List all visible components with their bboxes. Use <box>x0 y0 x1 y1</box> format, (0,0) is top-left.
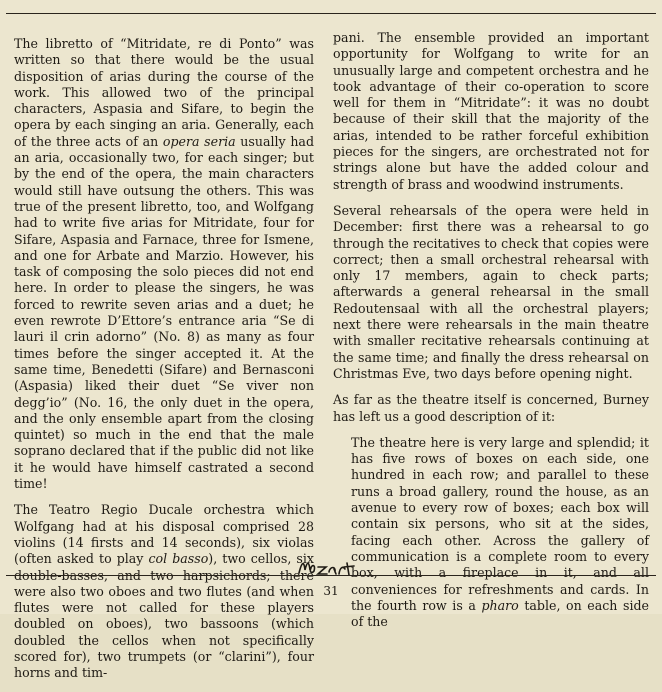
paragraph-rehearsals: Several rehearsals of the opera were held in December: first there was a rehearsal to go through the recitatives to check that copies were correct; then a small orchestral rehearsal with only 17 members, again to check parts; afterwards a general rehearsal in the small Redoutensaal with all the orchestral players; next there were rehearsals in the main theatre with smaller recitative rehearsals continuing at the same time; and finally the dress rehearsal on Christmas Eve, two days before opening night. <box>333 202 649 381</box>
paragraph-libretto <box>14 36 314 492</box>
text-run: usually had an aria, occasionally two, for each singer; but by the end of the opera, the main characters would still have outsung the others. This was true of the present libretto, too, and Wolfgang had to write five arias for Mitridate, four for Sifare, Aspasia and Farnace, three for Ismene, and one for Arbate and Marzio. However, his task of composing the solo pieces did not end here. In order to please the singers, he was forced to rewrite seven arias and a duet; he even rewrote D’Ettore’s entrance aria “Se di lauri il crin adorno” (No. 8) as many as four times before the singer accepted it. At the same time, Benedetti (Sifare) and Bernasconi (Aspasia) liked their duet “Se viver non degg’io” (No. 16, the only duet in the opera, and the only ensemble apart from the closing quintet) so much in the end that the male soprano declared that if the public did not like it he would have himself castrated a second time! <box>14 133 315 492</box>
italic-term: pharo <box>481 597 519 613</box>
paragraph-ensemble: pani. The ensemble provided an important opportunity for Wolfgang to write for an unusually large and competent orchestra and he took advantage of their co-operation to score well for them in “Mitridate”: it was no doubt because of their skill that the majority of the arias, intended to be rather forceful exhibition pieces for the singers, are orchestrated not for strings alone but have the added colour and strength of brass and woodwind instruments. <box>333 30 649 192</box>
paragraph-theatre: As far as the theatre itself is concerned, Burney has left us a good description of it: <box>333 392 649 424</box>
top-rule <box>6 13 656 14</box>
right-column <box>333 30 649 640</box>
text-run: The libretto of “Mitridate, re di Ponto” was written so that there would be the usual disposition of arias during the course of the work. This allowed two of the principal characters, Aspasia and Sifare, to begin the opera by each singing an aria. Generally, each of the three acts of an <box>14 36 314 149</box>
bottom-rule <box>6 575 656 576</box>
text-run: The theatre here is very large and splendid; it has five rows of boxes on each side, one hundred in each row; and parallel to these runs a broad gallery, round the house, as an avenue to every row of boxes; each box will contain six persons, who sit at the sides, facing each other. Across the gallery of communication is a complete room to every box, with a fireplace in it, and all conveniences for refreshments and cards. In the fourth row is a <box>351 434 649 613</box>
burney-quote <box>351 435 649 631</box>
text-run: table, on each side of the <box>351 597 649 630</box>
italic-term: opera seria <box>162 133 236 149</box>
text-run: ), two cellos, six double-basses, and two harpsichords; there were also two oboes and two flutes (and when flutes were not called for these players doubled on oboes), two bassoons (which doubled the cellos when not specifically scored for), two trumpets (or “clarini”), four horns and tim- <box>14 551 314 681</box>
italic-term: col basso <box>148 551 209 567</box>
page-number: 31 <box>323 584 339 598</box>
text-run: The Teatro Regio Ducale orchestra which Wolfgang had at his disposal comprised 28 violins (14 firsts and 14 seconds), six violas (often asked to play <box>14 502 314 567</box>
